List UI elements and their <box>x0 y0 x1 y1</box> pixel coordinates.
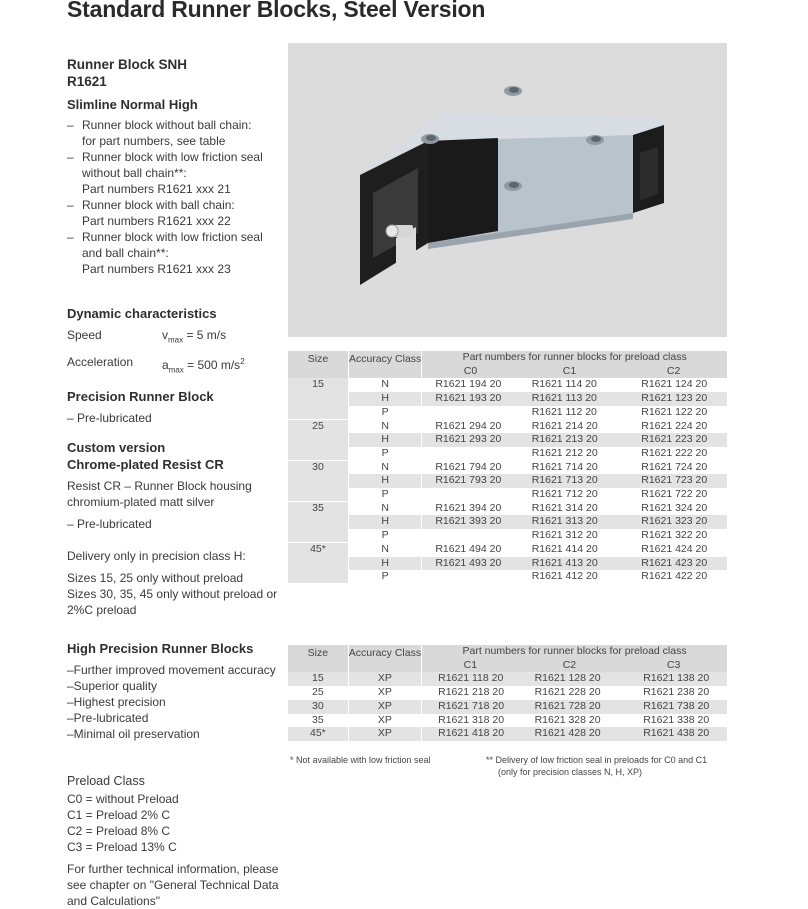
dynamic-section <box>67 305 282 379</box>
part-number-cell: R1621 224 20 <box>620 420 727 434</box>
part-number-cell <box>422 447 519 461</box>
part-number-cell: R1621 293 20 <box>422 433 519 447</box>
accuracy-class-cell: N <box>348 420 421 434</box>
part-number-cell: R1621 128 20 <box>519 672 621 686</box>
part-number-cell: R1621 793 20 <box>422 474 519 488</box>
table-header-row <box>288 645 727 659</box>
part-number-cell: R1621 223 20 <box>620 433 727 447</box>
bullet-item: – Runner block with low friction seal without ball chain**: Part numbers R1621 xxx 21 <box>67 149 282 197</box>
preload-heading: Preload Class <box>67 774 145 788</box>
part-number-cell: R1621 213 20 <box>519 433 621 447</box>
custom-desc: chromium-plated matt silver <box>67 495 215 509</box>
table-body <box>288 378 727 584</box>
part-number-cell: R1621 294 20 <box>422 420 519 434</box>
size-cell: 15 <box>288 378 348 419</box>
accuracy-class-cell: XP <box>348 727 421 741</box>
page-title: Standard Runner Blocks, Steel Version <box>67 0 486 22</box>
part-number-cell: R1621 312 20 <box>519 529 621 543</box>
part-number-cell: R1621 424 20 <box>620 543 727 557</box>
table-row <box>288 420 727 434</box>
table-row <box>288 672 727 686</box>
preload-item: C3 = Preload 13% C <box>67 840 177 854</box>
accuracy-class-cell: P <box>348 488 421 502</box>
preload-item: C1 = Preload 2% C <box>67 808 171 822</box>
custom-heading: Custom version <box>67 440 166 455</box>
part-number-cell: R1621 338 20 <box>620 714 727 728</box>
size-cell: 35 <box>288 502 348 543</box>
table-row <box>288 686 727 700</box>
size-cell: 30 <box>288 461 348 502</box>
part-numbers-header: Part numbers for runner blocks for preload class <box>422 351 727 365</box>
part-number-cell: R1621 423 20 <box>620 557 727 571</box>
part-number-cell: R1621 438 20 <box>620 727 727 741</box>
custom-sizes: Sizes 15, 25 only without preload <box>67 571 244 585</box>
table-row <box>288 529 727 543</box>
accuracy-class-cell: XP <box>348 672 421 686</box>
size-cell: 25 <box>288 420 348 461</box>
part-number-cell: R1621 414 20 <box>519 543 621 557</box>
table-row <box>288 392 727 406</box>
accuracy-class-header: Accuracy Class <box>348 645 421 672</box>
accel-value: $a_{max} = 500$ $m/s^2$ <box>162 357 245 375</box>
bullet-item: – Runner block without ball chain: for part numbers, see table <box>67 117 282 149</box>
part-number-cell: R1621 323 20 <box>620 515 727 529</box>
part-number-cell: R1621 794 20 <box>422 461 519 475</box>
part-number-cell: R1621 123 20 <box>620 392 727 406</box>
preload-col-header: C2 <box>666 364 681 377</box>
part-number-cell: R1621 494 20 <box>422 543 519 557</box>
accuracy-class-cell: P <box>348 447 421 461</box>
part-number-cell: R1621 718 20 <box>422 700 519 714</box>
table-row <box>288 727 727 741</box>
table-row <box>288 502 727 516</box>
part-number-cell: R1621 712 20 <box>519 488 621 502</box>
part-number-cell: R1621 228 20 <box>519 686 621 700</box>
footnote-double-star <box>486 754 707 778</box>
part-number-cell: R1621 138 20 <box>620 672 727 686</box>
bullet-line: Part numbers R1621 xxx 21 <box>82 182 231 196</box>
part-number-cell: R1621 124 20 <box>620 378 727 392</box>
part-number-cell <box>422 488 519 502</box>
custom-sizes: Sizes 30, 35, 45 only without preload or <box>67 587 278 601</box>
footnote-star: * Not available with low friction seal <box>290 755 431 765</box>
part-number-cell: R1621 728 20 <box>519 700 621 714</box>
table-row <box>288 378 727 392</box>
part-number-cell: R1621 422 20 <box>620 570 727 584</box>
table-row <box>288 700 727 714</box>
list-item: –Minimal oil preservation <box>67 727 200 741</box>
accuracy-class-cell: P <box>348 570 421 584</box>
product-section <box>67 56 282 277</box>
runner-block-illustration <box>288 43 727 337</box>
preload-info: For further technical information, please <box>67 862 279 876</box>
part-number-cell: R1621 122 20 <box>620 406 727 420</box>
part-number-cell <box>422 529 519 543</box>
preload-info: see chapter on "General Technical Data <box>67 878 279 892</box>
size-cell: 15 <box>288 672 348 686</box>
bullet-line: and ball chain**: <box>82 246 169 260</box>
table-header-row <box>288 351 727 365</box>
bullet-line: Part numbers R1621 xxx 23 <box>82 262 231 276</box>
preload-col-header: C2 <box>562 658 577 671</box>
table-row <box>288 433 727 447</box>
table-row <box>288 714 727 728</box>
dynamic-heading: Dynamic characteristics <box>67 306 217 321</box>
table-row <box>288 461 727 475</box>
part-number-cell: R1621 418 20 <box>422 727 519 741</box>
accuracy-class-cell: H <box>348 515 421 529</box>
accuracy-class-cell: N <box>348 461 421 475</box>
part-number-cell: R1621 713 20 <box>519 474 621 488</box>
footnote-line: (only for precision classes N, H, XP) <box>498 767 643 777</box>
product-subtitle: Slimline Normal High <box>67 97 198 112</box>
part-number-cell: R1621 114 20 <box>519 378 621 392</box>
product-code: R1621 <box>67 74 107 89</box>
part-number-cell: R1621 723 20 <box>620 474 727 488</box>
part-number-cell: R1621 113 20 <box>519 392 621 406</box>
accuracy-class-cell: H <box>348 474 421 488</box>
table-row <box>288 488 727 502</box>
accuracy-class-cell: N <box>348 378 421 392</box>
part-number-cell: R1621 493 20 <box>422 557 519 571</box>
bullet-item: – Runner block with ball chain: Part numbers R1621 xxx 22 <box>67 197 282 229</box>
table-row <box>288 406 727 420</box>
accuracy-class-cell: XP <box>348 700 421 714</box>
bullet-line: Runner block without ball chain: <box>82 118 252 132</box>
part-number-cell: R1621 214 20 <box>519 420 621 434</box>
part-number-cell: R1621 322 20 <box>620 529 727 543</box>
part-numbers-header: Part numbers for runner blocks for preload class <box>422 645 727 659</box>
size-cell: 25 <box>288 686 348 700</box>
accuracy-class-cell: N <box>348 502 421 516</box>
preload-info: and Calculations" <box>67 894 160 908</box>
accel-row <box>67 354 282 378</box>
size-cell: 45* <box>288 727 348 741</box>
part-number-cell: R1621 212 20 <box>519 447 621 461</box>
part-number-cell: R1621 118 20 <box>422 672 519 686</box>
precision-heading: Precision Runner Block <box>67 389 214 404</box>
product-bullets <box>67 117 282 277</box>
accuracy-class-cell: H <box>348 433 421 447</box>
custom-delivery: Delivery only in precision class H: <box>67 549 246 563</box>
custom-subheading: Chrome-plated Resist CR <box>67 457 224 472</box>
table-row <box>288 474 727 488</box>
part-number-cell: R1621 194 20 <box>422 378 519 392</box>
preload-col-header: C1 <box>562 364 577 377</box>
part-number-cell: R1621 193 20 <box>422 392 519 406</box>
preload-item: C0 = without Preload <box>67 792 179 806</box>
preload-col-header: C3 <box>666 658 681 671</box>
accuracy-class-cell: H <box>348 392 421 406</box>
part-number-cell <box>422 570 519 584</box>
part-number-cell: R1621 328 20 <box>519 714 621 728</box>
accel-label: Acceleration <box>67 355 134 370</box>
high-precision-table <box>288 645 727 741</box>
precision-item: – Pre-lubricated <box>67 411 152 425</box>
high-precision-heading: High Precision Runner Blocks <box>67 641 254 656</box>
custom-item: – Pre-lubricated <box>67 517 152 531</box>
size-cell: 45* <box>288 543 348 584</box>
list-item: –Further improved movement accuracy <box>67 663 276 677</box>
accuracy-class-cell: P <box>348 529 421 543</box>
custom-section <box>67 439 297 618</box>
bullet-line: Runner block with low friction seal <box>82 230 263 244</box>
part-number-cell: R1621 738 20 <box>620 700 727 714</box>
custom-desc: Resist CR – Runner Block housing <box>67 479 252 493</box>
preload-col-header: C1 <box>422 659 519 673</box>
part-number-cell: R1621 413 20 <box>519 557 621 571</box>
part-number-cell: R1621 324 20 <box>620 502 727 516</box>
preload-section <box>67 773 282 909</box>
part-number-cell <box>422 406 519 420</box>
table-row <box>288 515 727 529</box>
part-number-cell: R1621 724 20 <box>620 461 727 475</box>
table-row <box>288 447 727 461</box>
bullet-line: for part numbers, see table <box>82 134 226 148</box>
table-row <box>288 543 727 557</box>
preload-col-header: C0 <box>422 365 519 379</box>
table-body <box>288 672 727 741</box>
part-number-cell: R1621 222 20 <box>620 447 727 461</box>
size-cell: 35 <box>288 714 348 728</box>
accuracy-class-cell: P <box>348 406 421 420</box>
part-number-cell: R1621 314 20 <box>519 502 621 516</box>
part-number-cell: R1621 714 20 <box>519 461 621 475</box>
accuracy-class-cell: XP <box>348 686 421 700</box>
part-number-table <box>288 351 727 584</box>
list-item: –Superior quality <box>67 679 158 693</box>
part-number-cell: R1621 218 20 <box>422 686 519 700</box>
part-number-cell: R1621 313 20 <box>519 515 621 529</box>
accuracy-class-cell: H <box>348 557 421 571</box>
bullet-line: Runner block with low friction seal <box>82 150 263 164</box>
bullet-item: – Runner block with low friction seal and ball chain**: Part numbers R1621 xxx 23 <box>67 229 282 277</box>
speed-row <box>67 327 282 348</box>
size-header: Size <box>307 647 329 659</box>
speed-value: $v_{max} = 5$ m/s <box>162 328 227 345</box>
speed-label: Speed <box>67 328 102 342</box>
high-precision-section <box>67 640 282 742</box>
custom-sizes: 2%C preload <box>67 603 137 617</box>
product-name: Runner Block SNH <box>67 57 188 72</box>
part-number-cell: R1621 112 20 <box>519 406 621 420</box>
table-row <box>288 557 727 571</box>
size-cell: 30 <box>288 700 348 714</box>
bullet-line: Runner block with ball chain: <box>82 198 235 212</box>
list-item: –Highest precision <box>67 695 166 709</box>
part-number-cell: R1621 318 20 <box>422 714 519 728</box>
high-precision-list <box>67 662 282 742</box>
part-number-cell: R1621 412 20 <box>519 570 621 584</box>
table-row <box>288 570 727 584</box>
size-header: Size <box>307 353 329 365</box>
footnote-line: ** Delivery of low friction seal in preloads for C0 and C1 <box>486 755 708 765</box>
product-image <box>288 43 727 337</box>
part-number-cell: R1621 238 20 <box>620 686 727 700</box>
accuracy-class-cell: XP <box>348 714 421 728</box>
bullet-line: without ball chain**: <box>82 166 187 180</box>
list-item: –Pre-lubricated <box>67 711 149 725</box>
part-number-cell: R1621 722 20 <box>620 488 727 502</box>
preload-item: C2 = Preload 8% C <box>67 824 171 838</box>
part-number-cell: R1621 428 20 <box>519 727 621 741</box>
precision-section <box>67 388 282 426</box>
accuracy-class-cell: N <box>348 543 421 557</box>
accuracy-class-header: Accuracy Class <box>348 351 421 378</box>
part-number-cell: R1621 394 20 <box>422 502 519 516</box>
bullet-line: Part numbers R1621 xxx 22 <box>82 214 231 228</box>
part-number-cell: R1621 393 20 <box>422 515 519 529</box>
